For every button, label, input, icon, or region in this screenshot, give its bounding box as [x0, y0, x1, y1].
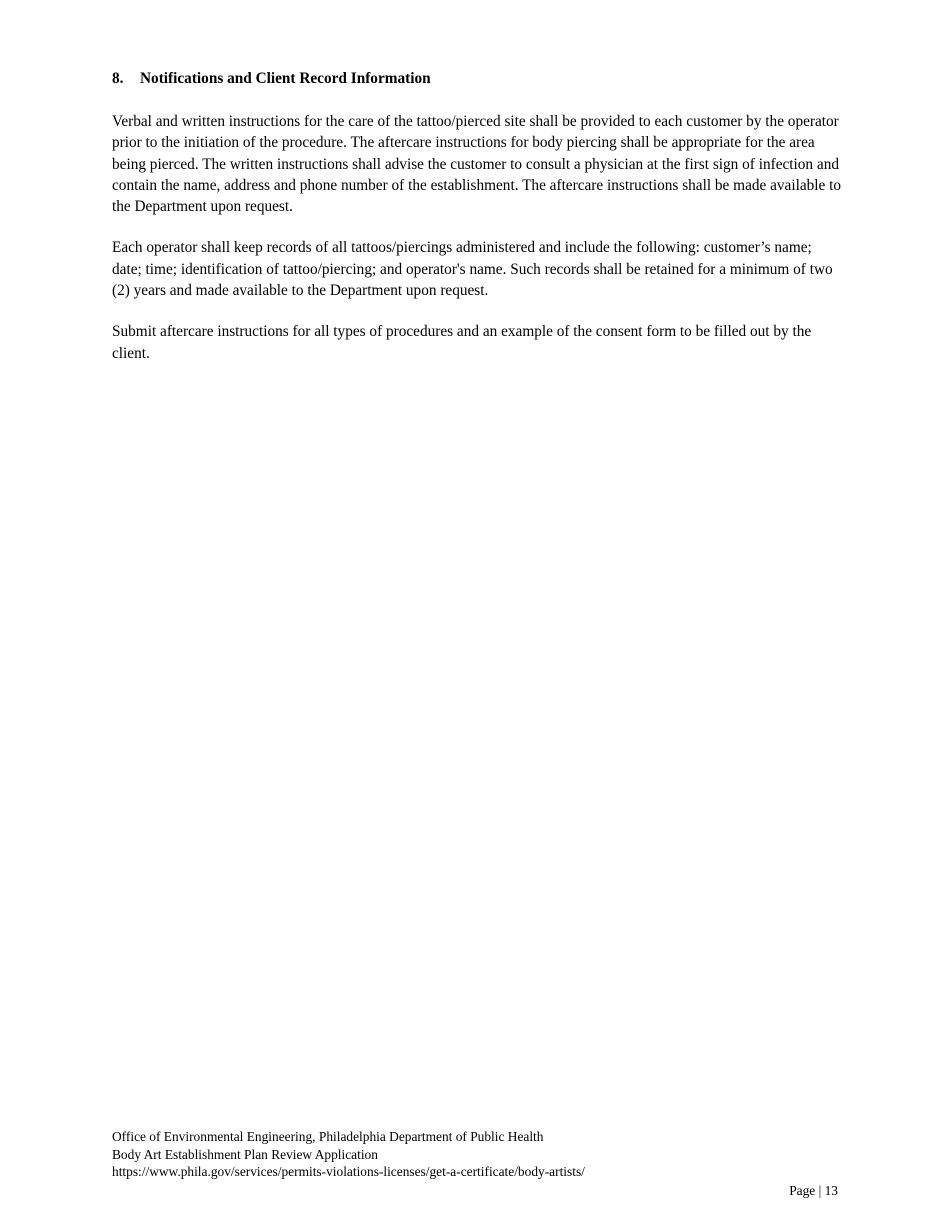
section-heading: [112, 68, 842, 89]
paragraph-records: Each operator shall keep records of all tattoos/piercings administered and include the following: customer’s name; date; time; identification of tattoo/piercing; and operator's name. Such records shall be retained for a minimum of two (2) years and made available to the Department upon request.: [112, 239, 833, 300]
paragraph-aftercare-instructions: Verbal and written instructions for the care of the tattoo/pierced site shall be provided to each customer by the operator prior to the initiation of the procedure. The aftercare instructions for body piercing shall be appropriate for the area being pierced. The written instructions shall advise the customer to consult a physician at the first sign of infection and contain the name, address and phone number of the establishment. The aftercare instructions shall be made available to the Department upon request.: [112, 113, 842, 216]
page-footer: [112, 1128, 842, 1181]
footer-url: https://www.phila.gov/services/permits-violations-licenses/get-a-certificate/body-artists/: [112, 1164, 585, 1179]
section-number: 8.: [112, 70, 124, 87]
page-content: [112, 68, 842, 384]
footer-application-title: Body Art Establishment Plan Review Application: [112, 1146, 378, 1162]
page-number: Page | 13: [789, 1183, 838, 1198]
paragraph-submit: Submit aftercare instructions for all types of procedures and an example of the consent form to be filled out by the client.: [112, 323, 812, 362]
section-title: Notifications and Client Record Information: [140, 70, 431, 87]
footer-office: Office of Environmental Engineering, Philadelphia Department of Public Health: [112, 1129, 544, 1144]
